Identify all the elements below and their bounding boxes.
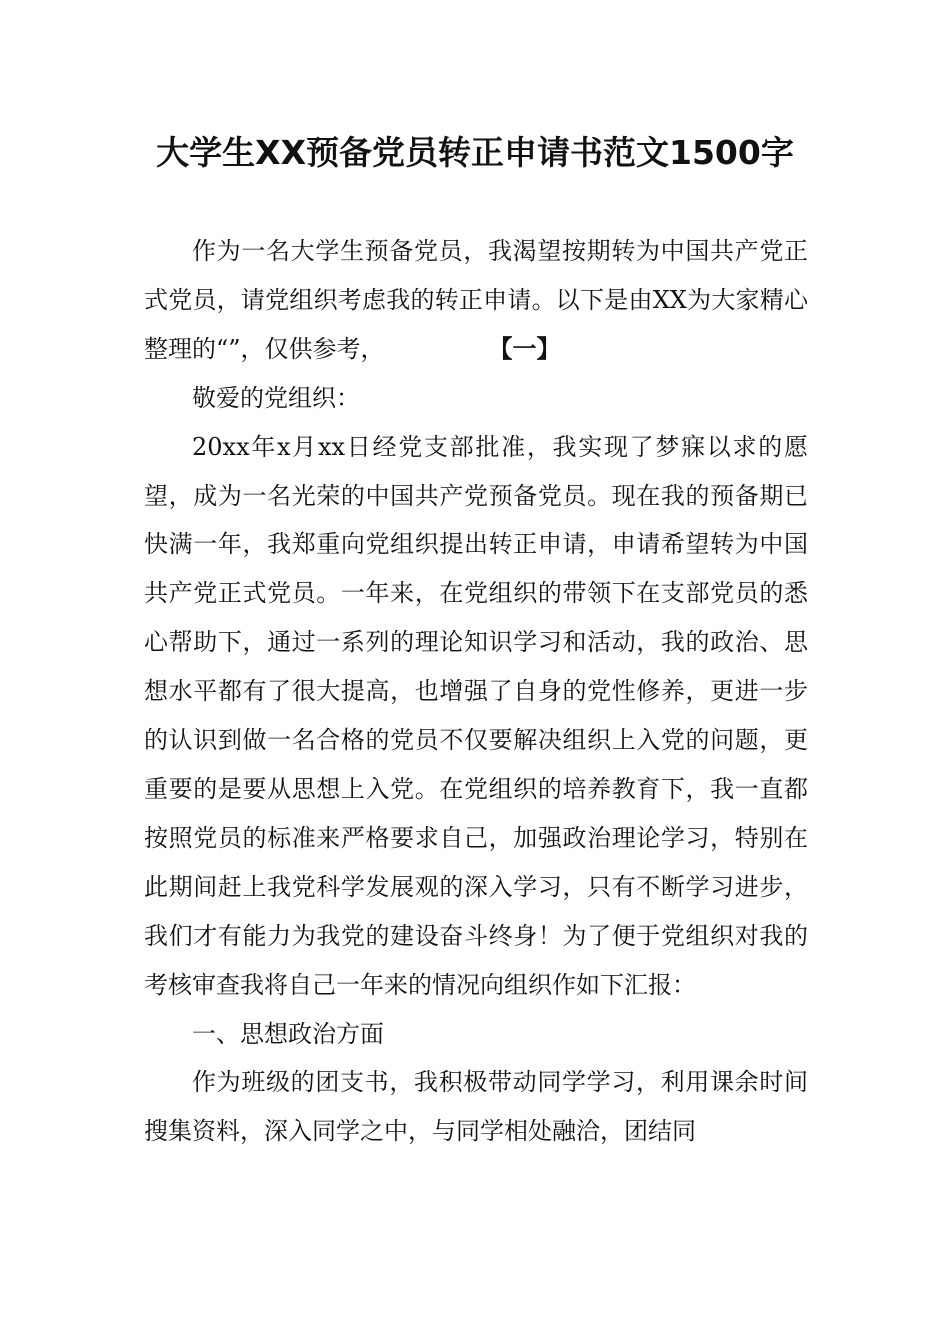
salutation: 敬爱的党组织： [192, 383, 360, 412]
intro-marker: 【一】 [488, 333, 561, 363]
document-body [144, 227, 808, 1156]
document-title: 大学生XX预备党员转正申请书范文1500字 [156, 133, 794, 172]
section-heading: 一、思想政治方面 [192, 1019, 384, 1048]
body-paragraph: 作为班级的团支书，我积极带动同学学习，利用课余时间搜集资料，深入同学之中，与同学相处融洽，团结同 [144, 1068, 808, 1146]
intro-text: 作为一名大学生预备党员，我渴望按期转为中国共产党正式党员，请党组织考虑我的转正申请。以下是由XX为大家精心整理的“”，仅供参考， [144, 237, 808, 363]
body-paragraph: 20xx年x月xx日经党支部批准，我实现了梦寐以求的愿望，成为一名光荣的中国共产党预备党员。现在我的预备期已快满一年，我郑重向党组织提出转正申请，申请希望转为中国共产党正式党员。一年来，在党组织的带领下在支部党员的悉心帮助下，通过一系列的理论知识学习和活动，我的政治、思想水平都有了很大提高，也增强了自身的党性修养，更进一步的认识到做一名合格的党员不仅要解决组织上入党的问题，更重要的是要从思想上入党。在党组织的培养教育下，我一直都按照党员的标准来严格要求自己，加强政治理论学习，特别在此期间赶上我党科学发展观的深入学习，只有不断学习进步，我们才有能力为我党的建设奋斗终身！为了便于党组织对我的考核审查我将自己一年来的情况向组织作如下汇报： [144, 432, 808, 999]
intro-paragraph [144, 227, 808, 374]
